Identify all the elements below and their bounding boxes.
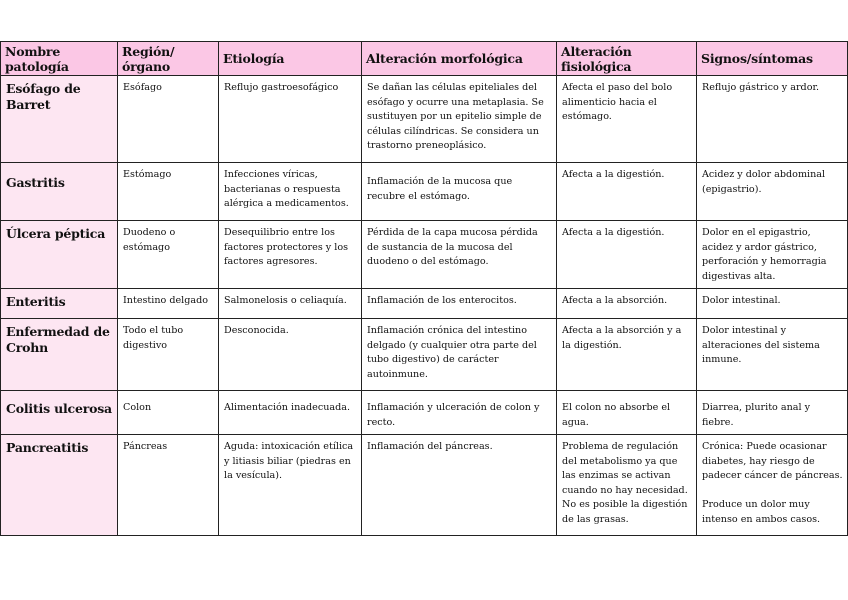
cell-region: Colon [118, 391, 219, 435]
header-signos-sintomas: Signos/síntomas [697, 42, 848, 76]
cell-fisiologica: El colon no absorbe el agua. [557, 391, 697, 435]
header-etiologia: Etiología [219, 42, 362, 76]
cell-morfologica: Inflamación de la mucosa que recubre el estómago. [362, 163, 557, 221]
cell-sintomas: Dolor intestinal. [697, 289, 848, 319]
cell-morfologica: Pérdida de la capa mucosa pérdida de sustancia de la mucosa del duodeno o del estómago. [362, 221, 557, 289]
table-row [1, 163, 848, 221]
table-row [1, 319, 848, 391]
cell-etiologia: Desequilibrio entre los factores protectores y los factores agresores. [219, 221, 362, 289]
cell-sintomas: Dolor intestinal y alteraciones del sistema inmune. [697, 319, 848, 391]
cell-patologia: Gastritis [1, 163, 118, 221]
cell-fisiologica: Afecta a la absorción. [557, 289, 697, 319]
cell-fisiologica: Afecta a la digestión. [557, 163, 697, 221]
cell-morfologica: Se dañan las células epiteliales del esófago y ocurre una metaplasia. Se sustituyen por un epitelio simple de células cilíndricas. Se considera un trastorno preneoplásico. [362, 76, 557, 163]
cell-morfologica: Inflamación y ulceración de colon y recto. [362, 391, 557, 435]
cell-etiologia: Salmonelosis o celiaquía. [219, 289, 362, 319]
table-row [1, 76, 848, 163]
table-row [1, 289, 848, 319]
table-header-row [1, 42, 848, 76]
cell-patologia: Pancreatitis [1, 435, 118, 536]
header-region-organo: Región/órgano [118, 42, 219, 76]
cell-sintomas: Reflujo gástrico y ardor. [697, 76, 848, 163]
table-row [1, 391, 848, 435]
header-alteracion-fisiologica: Alteración fisiológica [557, 42, 697, 76]
cell-region: Estómago [118, 163, 219, 221]
cell-patologia: Enfermedad de Crohn [1, 319, 118, 391]
cell-patologia: Colitis ulcerosa [1, 391, 118, 435]
cell-etiologia: Alimentación inadecuada. [219, 391, 362, 435]
cell-region: Páncreas [118, 435, 219, 536]
cell-etiologia: Infecciones víricas, bacterianas o respuesta alérgica a medicamentos. [219, 163, 362, 221]
cell-morfologica: Inflamación de los enterocitos. [362, 289, 557, 319]
cell-patologia: Úlcera péptica [1, 221, 118, 289]
cell-fisiologica: Afecta el paso del bolo alimenticio hacia el estómago. [557, 76, 697, 163]
cell-region: Todo el tubo digestivo [118, 319, 219, 391]
cell-morfologica: Inflamación del páncreas. [362, 435, 557, 536]
header-alteracion-morfologica: Alteración morfológica [362, 42, 557, 76]
cell-fisiologica: Afecta a la absorción y a la digestión. [557, 319, 697, 391]
table-row [1, 221, 848, 289]
cell-patologia: Enteritis [1, 289, 118, 319]
cell-region: Esófago [118, 76, 219, 163]
cell-sintomas: Dolor en el epigastrio, acidez y ardor gástrico, perforación y hemorragia digestivas alta. [697, 221, 848, 289]
cell-etiologia: Desconocida. [219, 319, 362, 391]
cell-sintomas: Crónica: Puede ocasionar diabetes, hay riesgo de padecer cáncer de páncreas. Produce un dolor muy intenso en ambos casos. [697, 435, 848, 536]
pathology-table [0, 41, 848, 536]
cell-fisiologica: Afecta a la digestión. [557, 221, 697, 289]
table-row [1, 435, 848, 536]
cell-etiologia: Aguda: intoxicación etílica y litiasis biliar (piedras en la vesícula). [219, 435, 362, 536]
cell-sintomas: Acidez y dolor abdominal (epigastrio). [697, 163, 848, 221]
header-nombre-patologia: Nombre patología [1, 42, 118, 76]
cell-patologia: Esófago de Barret [1, 76, 118, 163]
cell-region: Intestino delgado [118, 289, 219, 319]
cell-etiologia: Reflujo gastroesofágico [219, 76, 362, 163]
cell-region: Duodeno o estómago [118, 221, 219, 289]
cell-fisiologica: Problema de regulación del metabolismo ya que las enzimas se activan cuando no hay necesidad. No es posible la digestión de las grasas. [557, 435, 697, 536]
cell-morfologica: Inflamación crónica del intestino delgado (y cualquier otra parte del tubo digestivo) de carácter autoinmune. [362, 319, 557, 391]
cell-sintomas: Diarrea, plurito anal y fiebre. [697, 391, 848, 435]
